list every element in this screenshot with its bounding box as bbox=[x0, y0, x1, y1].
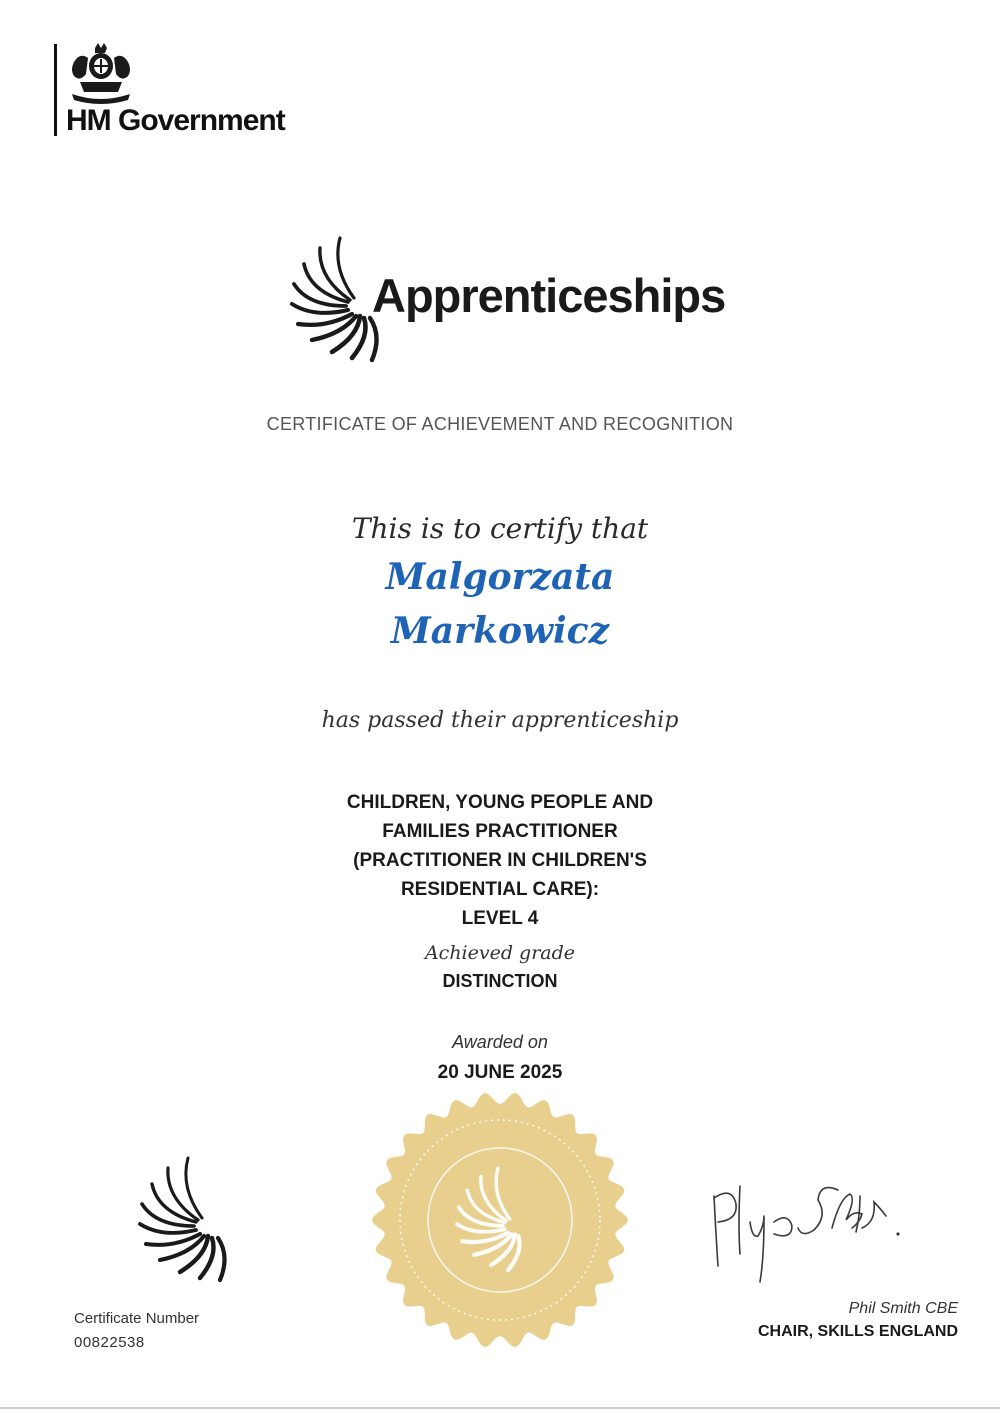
apprenticeships-swirl-small-icon bbox=[134, 1152, 244, 1292]
standard-line: LEVEL 4 bbox=[461, 908, 539, 929]
page-bottom-edge bbox=[0, 1407, 1000, 1409]
certificate-number: 00822538 bbox=[74, 1334, 145, 1351]
hm-government-wordmark: HM Government bbox=[66, 104, 285, 137]
signatory-role: CHAIR, SKILLS ENGLAND bbox=[758, 1323, 958, 1340]
standard-line: FAMILIES PRACTITIONER bbox=[382, 821, 618, 842]
standard-line: (PRACTITIONER IN CHILDREN'S bbox=[353, 850, 647, 871]
hmg-divider-rule bbox=[54, 44, 57, 136]
awarded-label: Awarded on bbox=[452, 1032, 548, 1052]
standard-line: RESIDENTIAL CARE): bbox=[400, 879, 600, 900]
signature-image bbox=[700, 1176, 920, 1286]
grade-label: Achieved grade bbox=[424, 942, 576, 964]
certificate-heading: CERTIFICATE OF ACHIEVEMENT AND RECOGNITION bbox=[266, 414, 734, 434]
recipient-last-name: Markowicz bbox=[390, 610, 610, 652]
passed-line: has passed their apprenticeship bbox=[321, 708, 679, 733]
certificate-number-label: Certificate Number bbox=[74, 1310, 200, 1327]
signatory-name: Phil Smith CBE bbox=[848, 1300, 958, 1317]
gold-seal-icon bbox=[360, 1085, 640, 1355]
grade-value: DISTINCTION bbox=[442, 971, 558, 991]
certify-line: This is to certify that bbox=[351, 512, 649, 545]
recipient-first-name: Malgorzata bbox=[385, 556, 615, 598]
apprenticeship-standard bbox=[0, 788, 1000, 933]
awarded-date: 20 JUNE 2025 bbox=[437, 1062, 563, 1083]
royal-crest-icon bbox=[66, 42, 136, 104]
standard-line: CHILDREN, YOUNG PEOPLE AND bbox=[346, 792, 654, 813]
apprenticeships-wordmark: Apprenticeships bbox=[372, 269, 726, 322]
